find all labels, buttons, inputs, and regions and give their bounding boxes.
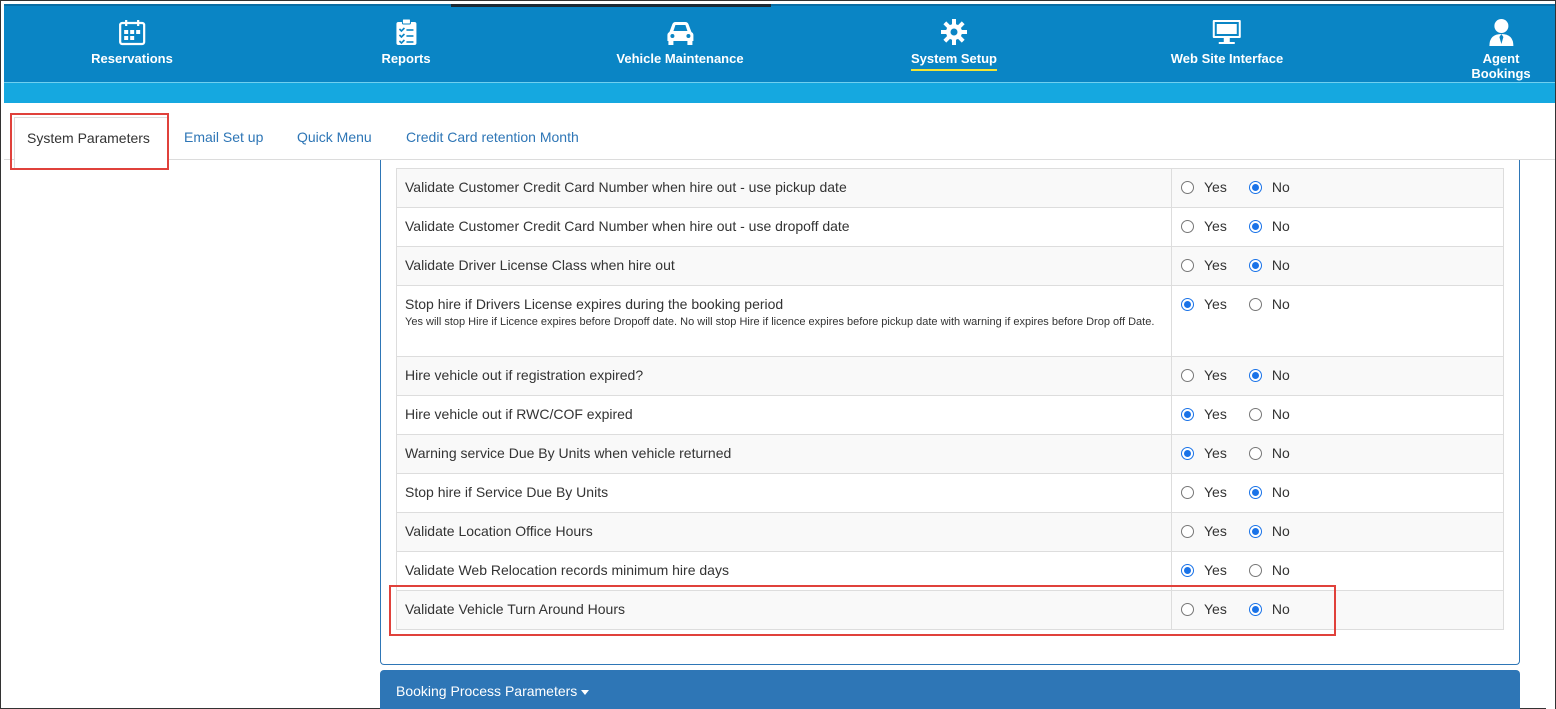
nav-item-web-site-interface[interactable] (1171, 18, 1283, 66)
parameter-value-cell (1172, 591, 1504, 630)
table-row (397, 552, 1504, 591)
radio-yes-label[interactable]: Yes (1204, 523, 1227, 539)
parameter-label: Validate Driver License Class when hire out (405, 257, 675, 273)
parameter-value-cell (1172, 552, 1504, 591)
table-row (397, 169, 1504, 208)
parameter-value-cell (1172, 169, 1504, 208)
parameter-label-cell (397, 396, 1172, 435)
radio-yes-label[interactable]: Yes (1204, 257, 1227, 273)
radio-yes-label[interactable]: Yes (1204, 179, 1227, 195)
radio-no[interactable] (1249, 181, 1262, 194)
nav-item-reservations[interactable] (91, 18, 173, 66)
monitor-icon (1171, 18, 1283, 46)
radio-yes[interactable] (1181, 181, 1194, 194)
radio-yes[interactable] (1181, 259, 1194, 272)
yes-no-radio-group (1180, 367, 1495, 383)
radio-no[interactable] (1249, 259, 1262, 272)
table-row (397, 591, 1504, 630)
nav-label: Reports (381, 51, 431, 66)
settings-tabs (4, 103, 1555, 160)
radio-yes-label[interactable]: Yes (1204, 445, 1227, 461)
yes-no-radio-group (1180, 218, 1495, 234)
tab-credit-card-retention-month[interactable]: Credit Card retention Month (406, 129, 579, 145)
tab-system-parameters[interactable]: System Parameters (14, 117, 168, 170)
parameter-label: Validate Location Office Hours (405, 523, 593, 539)
table-row (397, 286, 1504, 357)
radio-no[interactable] (1249, 564, 1262, 577)
parameters-table (396, 168, 1504, 630)
parameter-label-cell (397, 208, 1172, 247)
parameter-label-cell (397, 591, 1172, 630)
radio-yes[interactable] (1181, 298, 1194, 311)
radio-yes-label[interactable]: Yes (1204, 367, 1227, 383)
table-row (397, 435, 1504, 474)
table-row (397, 396, 1504, 435)
yes-no-radio-group (1180, 257, 1495, 273)
radio-no-label[interactable]: No (1271, 179, 1290, 195)
table-row (397, 208, 1504, 247)
parameter-label-cell (397, 435, 1172, 474)
parameter-value-cell (1172, 286, 1504, 357)
nav-item-system-setup[interactable] (911, 18, 997, 66)
tab-email-set-up[interactable]: Email Set up (184, 129, 264, 145)
parameter-label: Validate Customer Credit Card Number when hire out - use pickup date (405, 179, 847, 195)
yes-no-radio-group (1180, 562, 1495, 578)
parameter-value-cell (1172, 357, 1504, 396)
table-row (397, 247, 1504, 286)
radio-yes[interactable] (1181, 369, 1194, 382)
radio-no[interactable] (1249, 525, 1262, 538)
user-icon (1471, 18, 1530, 46)
radio-no-label[interactable]: No (1271, 445, 1290, 461)
parameter-value-cell (1172, 208, 1504, 247)
nav-label: Reservations (91, 51, 173, 66)
parameter-label: Validate Vehicle Turn Around Hours (405, 601, 625, 617)
parameter-label-cell (397, 513, 1172, 552)
radio-no[interactable] (1249, 298, 1262, 311)
parameter-value-cell (1172, 396, 1504, 435)
scrollbar[interactable] (1546, 160, 1555, 709)
radio-yes[interactable] (1181, 525, 1194, 538)
parameter-label-cell (397, 552, 1172, 591)
radio-no-label[interactable]: No (1271, 523, 1290, 539)
nav-label: Web Site Interface (1170, 51, 1284, 66)
radio-no-label[interactable]: No (1271, 562, 1290, 578)
radio-yes-label[interactable]: Yes (1204, 296, 1227, 312)
radio-yes-label[interactable]: Yes (1204, 406, 1227, 422)
radio-no-label[interactable]: No (1271, 601, 1290, 617)
radio-yes[interactable] (1181, 408, 1194, 421)
top-navigation-bar (4, 4, 1555, 82)
nav-label: System Setup (911, 51, 997, 71)
radio-yes[interactable] (1181, 603, 1194, 616)
radio-no-label[interactable]: No (1271, 367, 1290, 383)
section-label: Booking Process Parameters (396, 683, 578, 699)
nav-label: Agent Bookings (1471, 51, 1531, 81)
yes-no-radio-group (1180, 601, 1495, 617)
parameter-label: Validate Customer Credit Card Number when hire out - use dropoff date (405, 218, 850, 234)
parameter-label-cell (397, 357, 1172, 396)
parameter-value-cell (1172, 474, 1504, 513)
radio-no-label[interactable]: No (1271, 484, 1290, 500)
radio-yes-label[interactable]: Yes (1204, 484, 1227, 500)
table-row (397, 513, 1504, 552)
radio-no[interactable] (1249, 408, 1262, 421)
radio-no-label[interactable]: No (1271, 257, 1290, 273)
parameter-label-cell (397, 474, 1172, 513)
yes-no-radio-group (1180, 484, 1495, 500)
top-edge-segment (451, 4, 771, 7)
table-row (397, 357, 1504, 396)
nav-label: Vehicle Maintenance (616, 51, 744, 66)
radio-no-label[interactable]: No (1271, 296, 1290, 312)
parameter-label: Hire vehicle out if RWC/COF expired (405, 406, 633, 422)
radio-no[interactable] (1249, 369, 1262, 382)
parameter-value-cell (1172, 247, 1504, 286)
radio-no[interactable] (1249, 220, 1262, 233)
table-row (397, 474, 1504, 513)
yes-no-radio-group (1180, 523, 1495, 539)
radio-yes-label[interactable]: Yes (1204, 562, 1227, 578)
clipboard-icon (381, 18, 430, 46)
radio-yes-label[interactable]: Yes (1204, 601, 1227, 617)
radio-yes-label[interactable]: Yes (1204, 218, 1227, 234)
caret-down-icon (581, 690, 589, 695)
sub-navigation-bar (4, 82, 1555, 103)
gear-icon (911, 18, 997, 46)
parameter-label-cell (397, 286, 1172, 357)
calendar-icon (91, 18, 173, 46)
parameter-label: Hire vehicle out if registration expired? (405, 367, 644, 383)
yes-no-radio-group (1180, 296, 1495, 312)
yes-no-radio-group (1180, 445, 1495, 461)
radio-no[interactable] (1249, 447, 1262, 460)
radio-no[interactable] (1249, 486, 1262, 499)
tab-quick-menu[interactable]: Quick Menu (297, 129, 372, 145)
parameter-label-cell (397, 169, 1172, 208)
parameter-value-cell (1172, 513, 1504, 552)
car-icon (616, 18, 743, 46)
booking-process-parameters-toggle[interactable] (380, 670, 1520, 709)
parameter-value-cell (1172, 435, 1504, 474)
parameter-label: Stop hire if Drivers License expires during the booking period (405, 296, 784, 312)
nav-item-reports[interactable] (381, 18, 430, 66)
parameter-note: Yes will stop Hire if Licence expires before Dropoff date. No will stop Hire if licence expires before pickup date with warning if expires before Drop off Date. (405, 316, 1155, 328)
nav-item-vehicle-maintenance[interactable] (616, 18, 743, 66)
parameter-label-cell (397, 247, 1172, 286)
radio-yes[interactable] (1181, 220, 1194, 233)
radio-yes[interactable] (1181, 447, 1194, 460)
yes-no-radio-group (1180, 406, 1495, 422)
radio-no-label[interactable]: No (1271, 218, 1290, 234)
radio-yes[interactable] (1181, 486, 1194, 499)
radio-no-label[interactable]: No (1271, 406, 1290, 422)
radio-yes[interactable] (1181, 564, 1194, 577)
parameter-label: Stop hire if Service Due By Units (405, 484, 609, 500)
parameter-label: Validate Web Relocation records minimum hire days (405, 562, 729, 578)
radio-no[interactable] (1249, 603, 1262, 616)
yes-no-radio-group (1180, 179, 1495, 195)
parameter-label: Warning service Due By Units when vehicle returned (405, 445, 732, 461)
